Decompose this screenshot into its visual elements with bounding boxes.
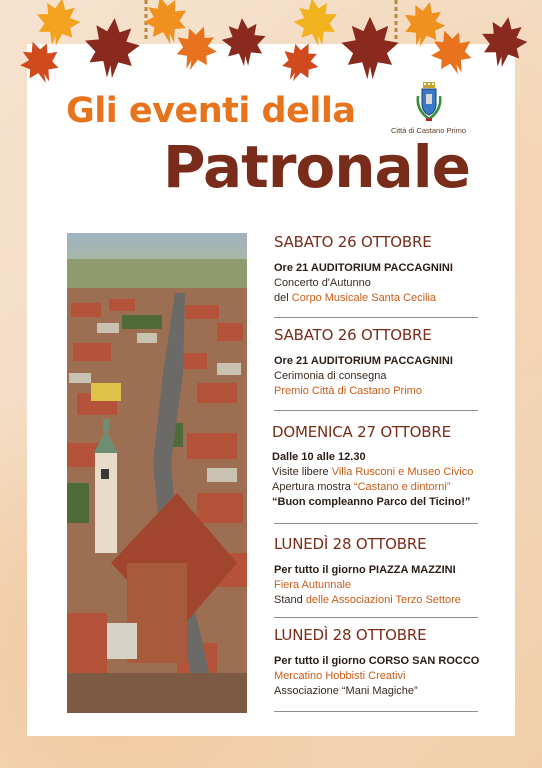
event-detail-highlight: Villa Rusconi e Museo Civico: [331, 466, 474, 478]
city-crest-icon: [414, 82, 444, 122]
divider: [274, 410, 478, 411]
event-time-place: Per tutto il giorno CORSO SAN ROCCO: [274, 655, 480, 667]
event-description: Associazione “Mani Magiche”: [274, 685, 418, 697]
event-detail-highlight: Fiera Autunnale: [274, 579, 352, 591]
event-item: [274, 326, 453, 399]
page-title: Patronale: [163, 133, 470, 201]
event-time-place: Ore 21 AUDITORIUM PACCAGNINI: [274, 355, 453, 367]
event-time-place: Dalle 10 alle 12.30: [272, 451, 366, 463]
event-time-place: Per tutto il giorno PIAZZA MAZZINI: [274, 564, 456, 576]
divider: [274, 617, 478, 618]
event-detail-prefix: del: [274, 292, 292, 304]
event-detail-prefix: Apertura mostra: [272, 481, 354, 493]
event-detail-highlight: Mercatino Hobbisti Creativi: [274, 670, 406, 682]
city-name: Città di Castano Primo: [391, 126, 467, 135]
aerial-town-photo: [67, 233, 247, 713]
divider: [274, 711, 478, 712]
event-detail-highlight: Premio Città di Castano Primo: [274, 385, 422, 397]
leaf-icon: [82, 16, 142, 81]
event-detail-highlight: “Castano e dintorni”: [353, 481, 451, 493]
event-detail-highlight: delle Associazioni Terzo Settore: [305, 594, 461, 606]
leaf-icon: [14, 35, 66, 89]
event-description: Cerimonia di consegna: [274, 370, 387, 382]
event-detail-prefix: Stand: [274, 594, 306, 606]
event-description: Concerto d'Autunno: [274, 277, 371, 289]
leaf-icon: [341, 17, 398, 79]
event-item: [274, 626, 479, 699]
leaf-icon: [32, 0, 84, 49]
leaf-icon: [290, 0, 342, 49]
leaf-icon: [477, 13, 531, 71]
divider: [274, 317, 478, 318]
event-date: LUNEDÌ 28 OTTOBRE: [274, 535, 427, 553]
event-date: SABATO 26 OTTOBRE: [274, 233, 432, 251]
autumn-leaves-garland: [0, 0, 542, 95]
event-exhibition-title: “Buon compleanno Parco del Ticino!”: [272, 496, 471, 508]
event-detail-highlight: Corpo Musicale Santa Cecilia: [291, 292, 437, 304]
divider: [274, 523, 478, 524]
event-item: [272, 423, 473, 510]
title-subheading: Gli eventi della: [66, 91, 356, 131]
event-item: [274, 535, 461, 608]
event-date: SABATO 26 OTTOBRE: [274, 326, 432, 344]
event-detail-prefix: Visite libere: [272, 466, 332, 478]
event-date: DOMENICA 27 OTTOBRE: [272, 423, 451, 441]
event-date: LUNEDÌ 28 OTTOBRE: [274, 626, 427, 644]
event-time-place: Ore 21 AUDITORIUM PACCAGNINI: [274, 262, 453, 274]
event-item: [274, 233, 453, 306]
leaf-icon: [220, 16, 268, 68]
